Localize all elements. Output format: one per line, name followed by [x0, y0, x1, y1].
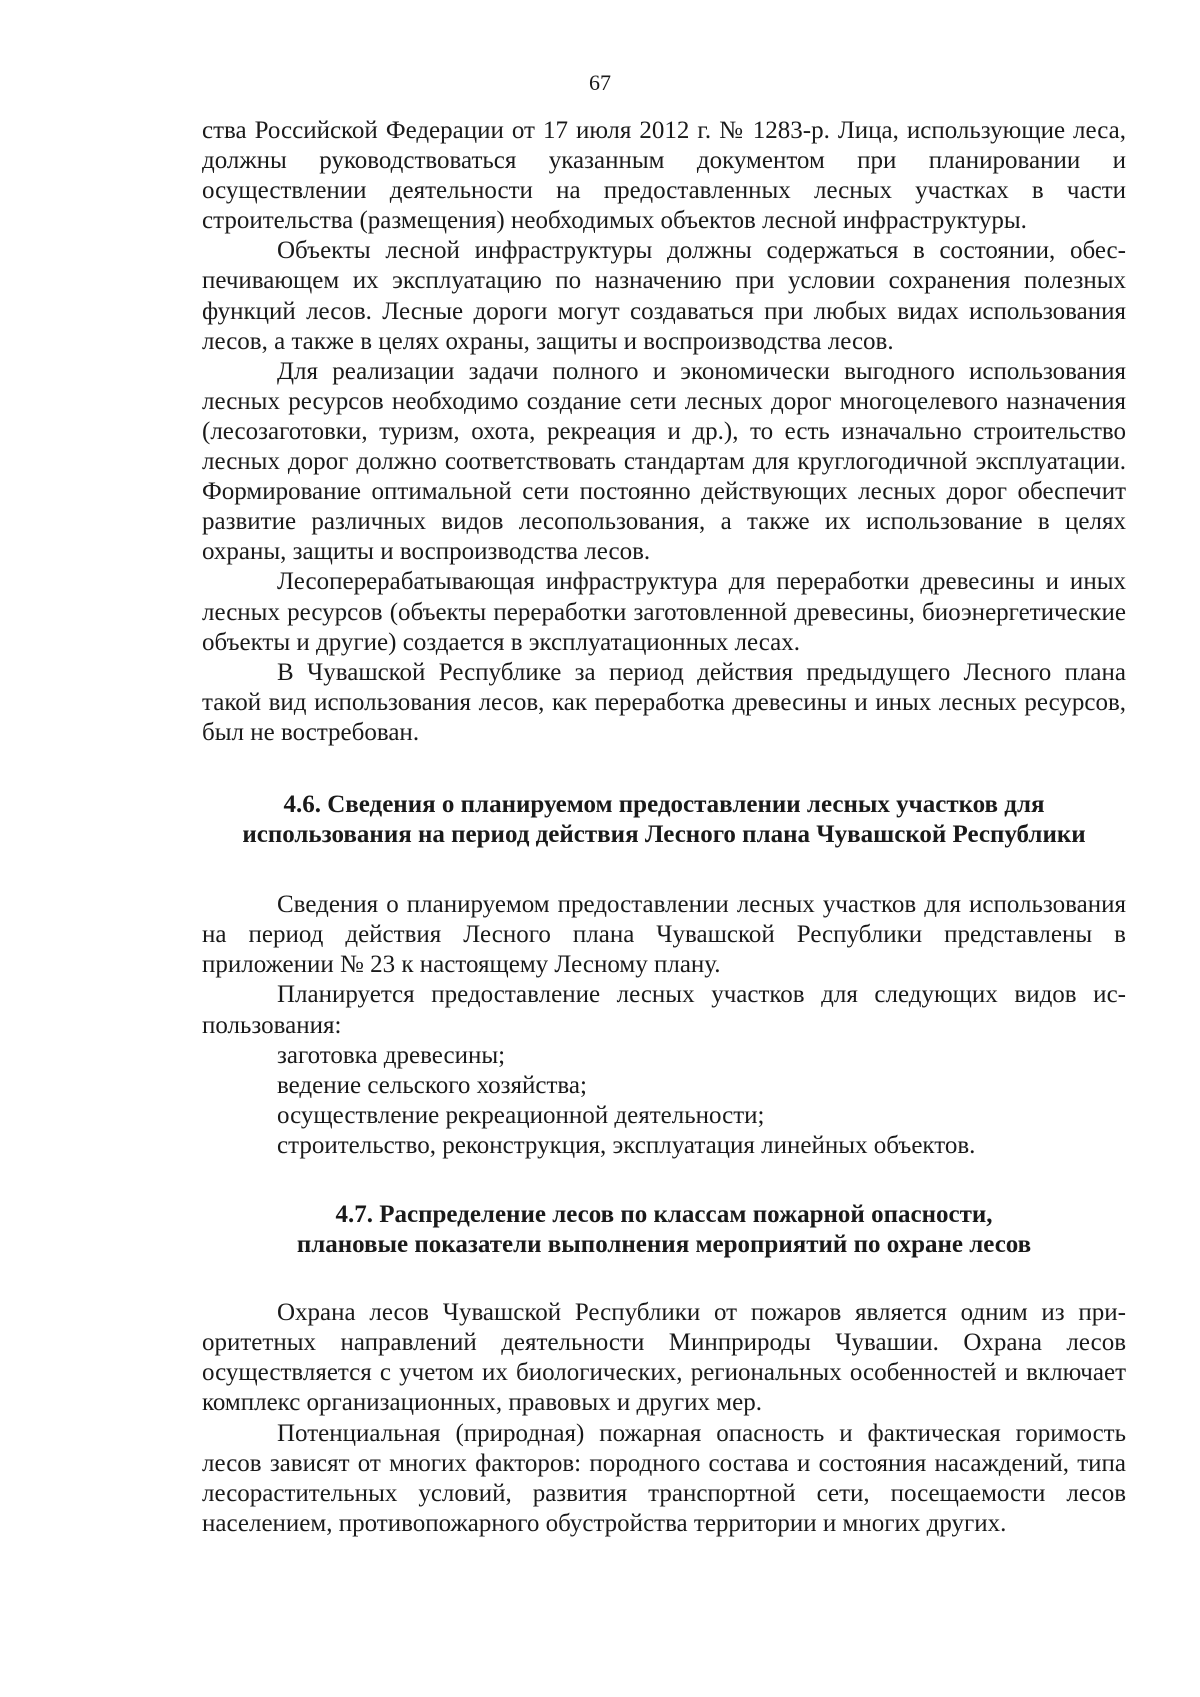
page-body	[202, 116, 1126, 1539]
paragraph-continuation: ства Российской Федерации от 17 июля 2012 г. № 1283-р. Лица, использующие леса, должны руководствоваться указанным документом при планировании и осуществлении деятельности на предоставленных лесных участках в части строительства (размещения) необходимых объектов лесной инфраструктуры.	[202, 117, 1126, 235]
usage-types-list	[202, 1041, 1126, 1161]
list-item: ведение сельского хозяйства;	[277, 1071, 587, 1099]
list-item: строительство, реконструкция, эксплуатация линейных объектов.	[277, 1131, 976, 1159]
paragraph-fire-protection: Охрана лесов Чувашской Республики от пожаров является одним из приоритетных направлений деятельности Минприроды Чувашии. Охрана лесов осуществляется с учетом их биологических, региональных особенностей и включает комплекс организационных, правовых и других мер.	[202, 1299, 1126, 1417]
section-4-6-heading-line-2: использования на период действия Лесного плана Чувашской Республики	[242, 821, 1086, 849]
section-4-6-heading-line-1: 4.6. Сведения о планируемом предоставлении лесных участков для	[283, 790, 1045, 818]
spacer	[202, 1161, 1126, 1200]
paragraph-previous-plan: В Чувашской Республике за период действия предыдущего Лесного плана такой вид использования лесов, как переработка древесины и иных лесных ресурсов, был не востребован.	[202, 658, 1126, 746]
paragraph-processing-infrastructure: Лесоперерабатывающая инфраструктура для переработки древесины и иных лесных ресурсов (объекты переработки заготовленной древесины, биоэнергетические объекты и другие) создается в эксплуатационных лесах.	[202, 568, 1126, 656]
section-4-7-heading-line-1: 4.7. Распределение лесов по классам пожарной опасности,	[335, 1201, 993, 1228]
paragraph-section-4-6-planned: Планируется предоставление лесных участков для следующих видов использования:	[202, 981, 1126, 1039]
paragraph-section-4-6-info: Сведения о планируемом предоставлении лесных участков для использования на период действия Лесного плана Чувашской Республики представлены в приложении № 23 к настоящему Лесному плану.	[202, 891, 1126, 979]
paragraph-forest-roads: Для реализации задачи полного и экономически выгодного использования лесных ресурсов необходимо создание сети лесных дорог многоцелевого назначения (лесозаготовки, туризм, охота, рекреация и др.), то есть изначально строительство лесных дорог должно соответствовать стандартам для круглогодичной эксплуатации. Формирование оптимальной сети постоянно действующих лесных дорог обеспечит развитие различных видов лесопользования, а также их использование в целях охраны, защиты и воспроизводства лесов.	[202, 357, 1126, 566]
paragraph-fire-danger-factors: Потенциальная (природная) пожарная опасность и фактическая горимость лесов зависят от многих факторов: породного состава и состояния насаждений, типа лесорастительных условий, развития транспортной сети, посещаемости лесов населением, противопожарного обустройства территории и многих других.	[202, 1419, 1126, 1537]
list-item: заготовка древесины;	[277, 1041, 506, 1069]
list-item: осуществление рекреационной деятельности;	[277, 1101, 765, 1129]
spacer	[202, 748, 1126, 790]
page-number: 67	[589, 70, 611, 95]
spacer	[202, 850, 1126, 890]
spacer	[202, 1260, 1126, 1298]
paragraph-infrastructure-maintenance: Объекты лесной инфраструктуры должны содержаться в состоянии, обеспечивающем их эксплуатацию по назначению при условии сохранения полезных функций лесов. Лесные дороги могут создаваться при любых видах использования лесов, а также в целях охраны, защиты и воспроизводства лесов.	[202, 237, 1126, 355]
section-4-7-heading-line-2: плановые показатели выполнения мероприятий по охране лесов	[296, 1231, 1032, 1259]
